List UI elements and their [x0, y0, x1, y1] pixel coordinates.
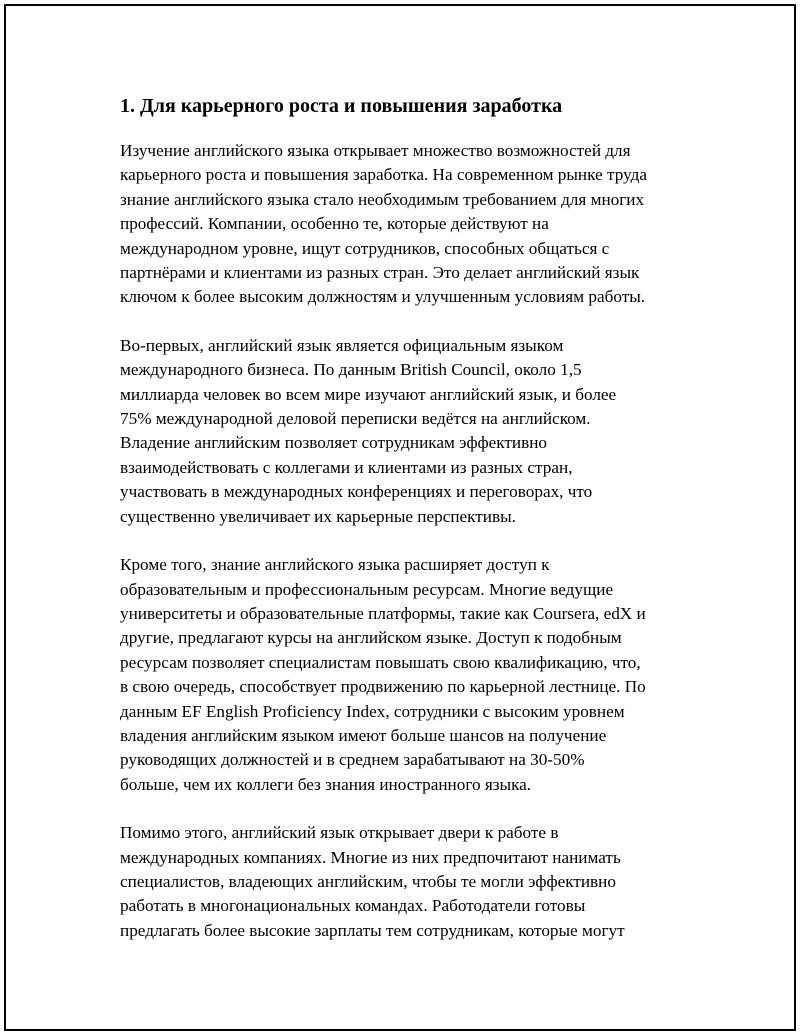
text-line: владения английским языком имеют больше шансов на получение	[120, 725, 607, 745]
text-line: взаимодействовать с коллегами и клиентами из разных стран,	[120, 457, 573, 477]
document-page	[4, 4, 796, 1031]
document-body	[120, 88, 710, 967]
text-line: Владение английским позволяет сотрудникам эффективно	[120, 433, 547, 453]
text-line: партнёрами и клиентами из разных стран. Это делает английский язык	[120, 263, 640, 283]
text-line: существенно увеличивает их карьерные перспективы.	[120, 506, 516, 526]
text-line: участвовать в международных конференциях и переговорах, что	[120, 482, 593, 502]
text-line: специалистов, владеющих английским, чтобы те могли эффективно	[120, 871, 616, 891]
paragraph-3	[120, 553, 710, 797]
paragraph-2	[120, 334, 710, 529]
text-line: работать в многонациональных командах. Работодатели готовы	[120, 896, 586, 916]
paragraph-1	[120, 139, 710, 310]
text-line: предлагать более высокие зарплаты тем сотрудникам, которые могут	[120, 920, 625, 940]
text-line: карьерного роста и повышения заработка. На современном рынке труда	[120, 165, 647, 185]
text-line: международного бизнеса. По данным British Council, около 1,5	[120, 360, 582, 380]
text-line: данным EF English Proficiency Index, сотрудники с высоким уровнем	[120, 701, 625, 721]
text-line: больше, чем их коллеги без знания иностранного языка.	[120, 774, 532, 794]
text-line: руководящих должностей и в среднем зарабатывают на 30-50%	[120, 750, 585, 770]
text-line: университеты и образовательные платформы, такие как Coursera, edX и	[120, 603, 646, 623]
text-line: другие, предлагают курсы на английском языке. Доступ к подобным	[120, 628, 622, 648]
text-line: Помимо этого, английский язык открывает двери к работе в	[120, 823, 559, 843]
text-line: 75% международной деловой переписки ведётся на английском.	[120, 409, 591, 429]
text-line: знание английского языка стало необходимым требованием для многих	[120, 189, 645, 209]
text-line: в свою очередь, способствует продвижению по карьерной лестнице. По	[120, 677, 646, 697]
text-line: международных компаниях. Многие из них предпочитают нанимать	[120, 847, 621, 867]
text-line: Во-первых, английский язык является официальным языком	[120, 335, 564, 355]
text-line: образовательным и профессиональным ресурсам. Многие ведущие	[120, 579, 614, 599]
text-line: миллиарда человек во всем мире изучают английский язык, и более	[120, 384, 617, 404]
text-line: международном уровне, ищут сотрудников, способных общаться с	[120, 238, 610, 258]
text-line: профессий. Компании, особенно те, которые действуют на	[120, 214, 549, 234]
paragraph-4	[120, 821, 710, 943]
section-heading: 1. Для карьерного роста и повышения заработка	[120, 95, 563, 117]
text-line: ключом к более высоким должностям и улучшенным условиям работы.	[120, 287, 646, 307]
text-line: ресурсам позволяет специалистам повышать свою квалификацию, что,	[120, 652, 641, 672]
text-line: Изучение английского языка открывает множество возможностей для	[120, 141, 631, 160]
text-line: Кроме того, знание английского языка расширяет доступ к	[120, 555, 550, 575]
